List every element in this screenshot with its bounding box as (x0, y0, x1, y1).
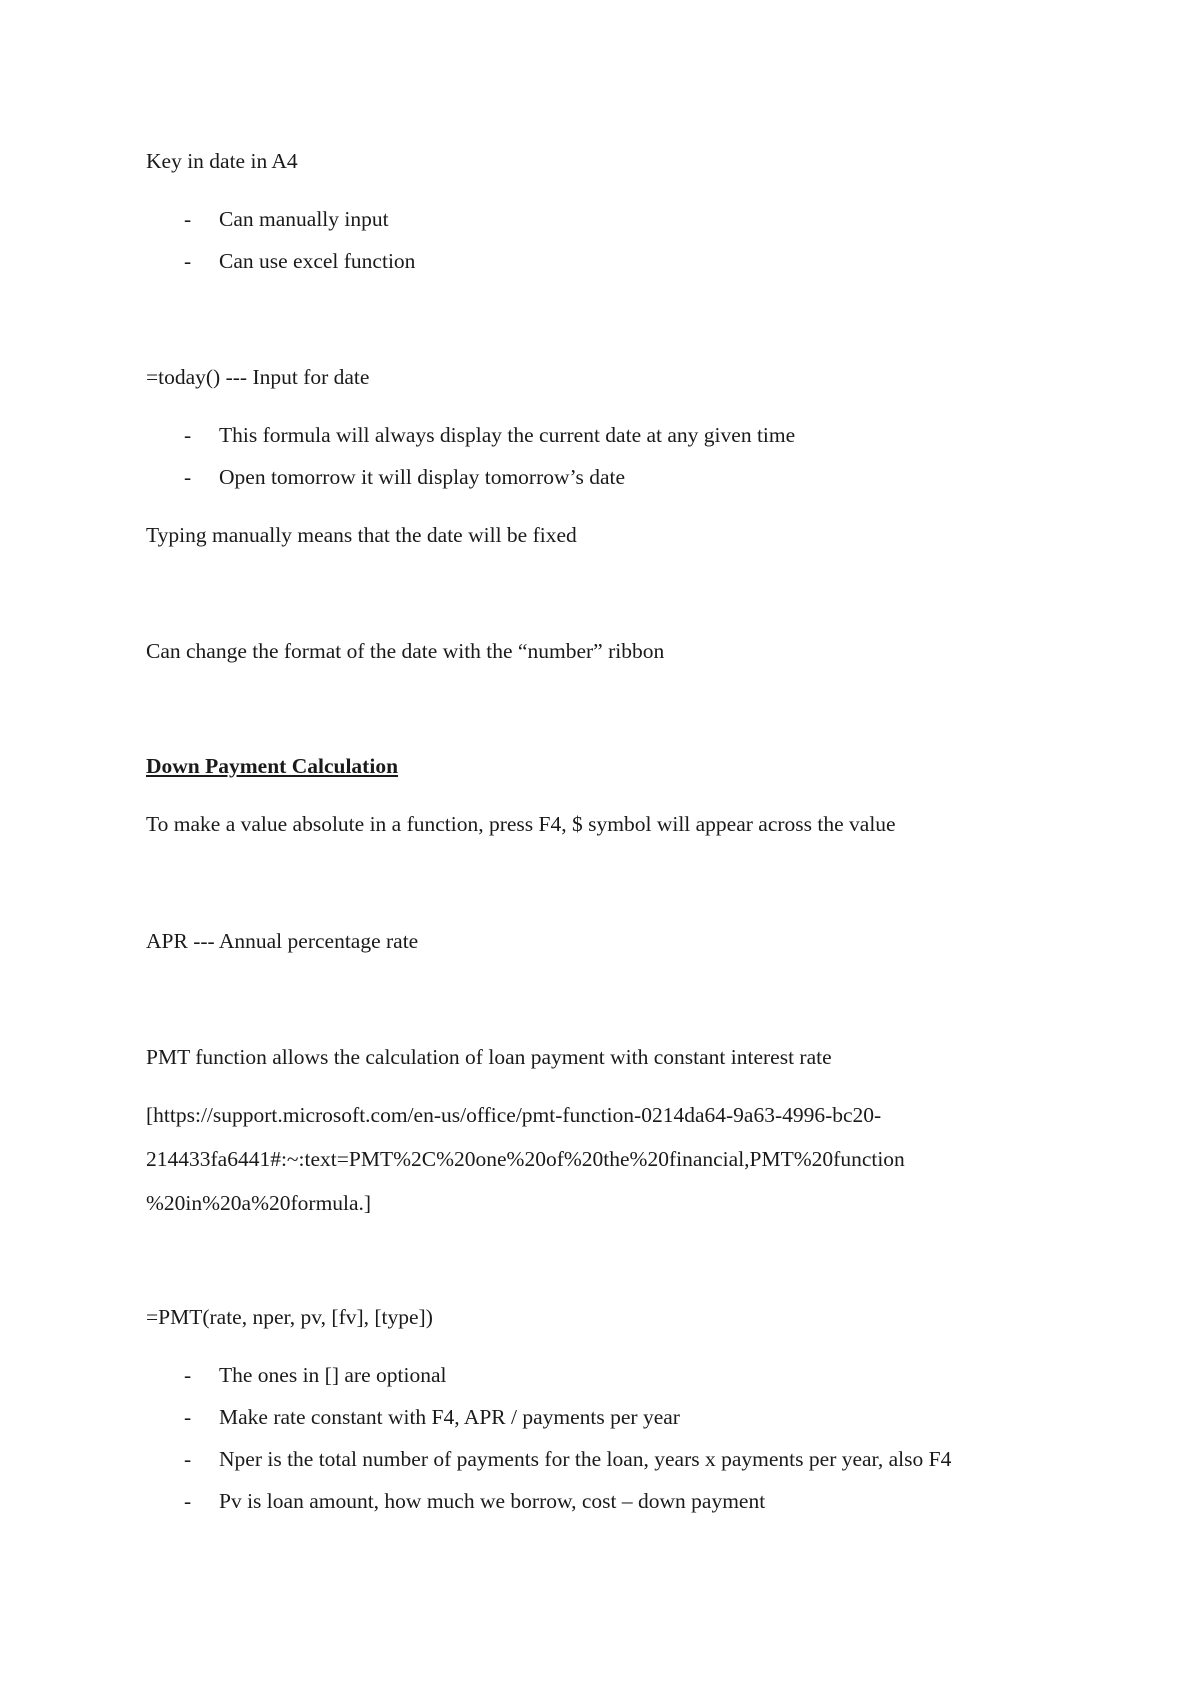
bullet-marker: - (184, 1489, 192, 1513)
bullet-marker: - (184, 1405, 192, 1429)
bullet-marker: - (184, 249, 192, 273)
bullet-manual-input: Can manually input (219, 207, 389, 231)
reference-link-line-2: 214433fa6441#:~:text=PMT%2C%20one%20of%20the%20financial,PMT%20function (146, 1147, 905, 1171)
pmt-formula: =PMT(rate, nper, pv, [fv], [type]) (146, 1305, 433, 1329)
section-heading: Down Payment Calculation (146, 754, 399, 778)
bullet-marker: - (184, 207, 192, 231)
bullet-optional-args: The ones in [] are optional (219, 1363, 447, 1387)
block2-title: =today() --- Input for date (146, 365, 370, 389)
bullet-excel-function: Can use excel function (219, 249, 416, 273)
pmt-description: PMT function allows the calculation of loan payment with constant interest rate (146, 1045, 832, 1069)
bullet-marker: - (184, 1363, 192, 1387)
absolute-note: To make a value absolute in a function, press F4, $ symbol will appear across the value (146, 812, 896, 836)
bullet-current-date: This formula will always display the current date at any given time (219, 423, 796, 447)
bullet-pv: Pv is loan amount, how much we borrow, cost – down payment (219, 1489, 766, 1513)
bullet-nper: Nper is the total number of payments for the loan, years x payments per year, also F4 (219, 1447, 952, 1471)
block2-note: Typing manually means that the date will be fixed (146, 523, 577, 547)
bullet-marker: - (184, 1447, 192, 1471)
reference-link-line-3: %20in%20a%20formula.] (146, 1191, 372, 1215)
block1-title: Key in date in A4 (146, 149, 298, 173)
format-note: Can change the format of the date with the “number” ribbon (146, 639, 665, 663)
apr-definition: APR --- Annual percentage rate (146, 929, 419, 953)
bullet-rate-constant: Make rate constant with F4, APR / payments per year (219, 1405, 680, 1429)
bullet-tomorrow-date: Open tomorrow it will display tomorrow’s date (219, 465, 626, 489)
bullet-marker: - (184, 423, 192, 447)
reference-link-line-1: [https://support.microsoft.com/en-us/office/pmt-function-0214da64-9a63-4996-bc20- (146, 1103, 882, 1127)
bullet-marker: - (184, 465, 192, 489)
